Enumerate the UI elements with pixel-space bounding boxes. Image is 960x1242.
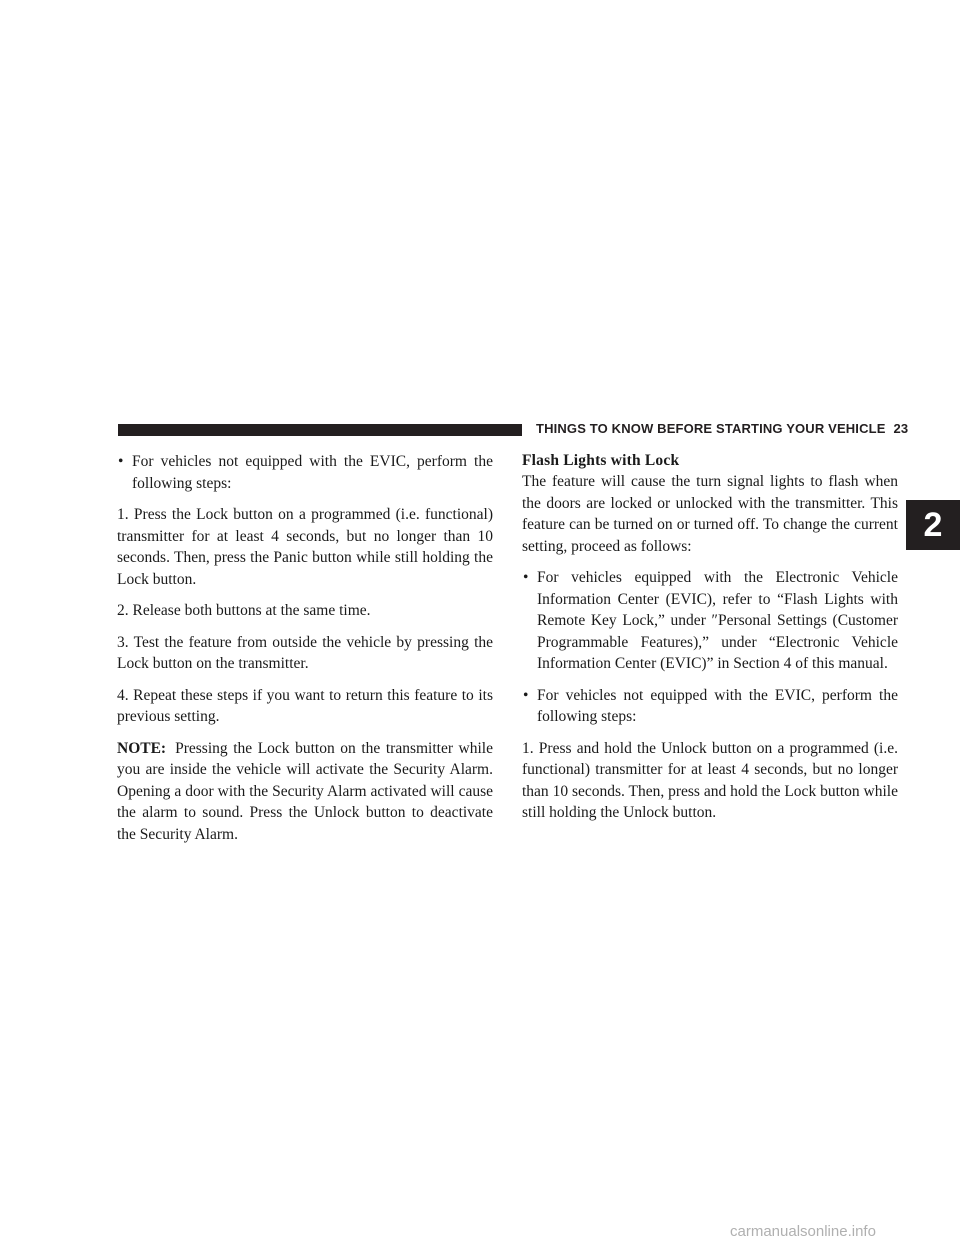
running-header xyxy=(536,421,908,436)
section-heading: Flash Lights with Lock xyxy=(522,452,680,469)
intro-paragraph: The feature will cause the turn signal lights to flash when the doors are locked or unlocked with the transmitter. This feature can be turned on or turned off. To change the current setting, proceed as follows: xyxy=(522,473,898,555)
note-text: Pressing the Lock button on the transmitter while you are inside the vehicle will activate the Security Alarm. Opening a door with the Security Alarm activated will cause the alarm to sound. Press the Unlock button to deactivate the Security Alarm. xyxy=(117,739,493,843)
header-title: THINGS TO KNOW BEFORE STARTING YOUR VEHICLE xyxy=(536,421,886,436)
header-rule xyxy=(118,424,522,436)
step-paragraph: 2. Release both buttons at the same time. xyxy=(117,602,371,619)
step-paragraph: 1. Press and hold the Unlock button on a programmed (i.e. functional) transmitter for at least 4 seconds, but no longer than 10 seconds. Then, press and hold the Lock button while still holding the Unlock button. xyxy=(522,739,898,821)
note-paragraph xyxy=(117,738,493,846)
note-label: NOTE: xyxy=(117,739,167,757)
list-item: • For vehicles equipped with the Electronic Vehicle Information Center (EVIC), refer to “Flash Lights with Remote Key Lock,” under ″Personal Settings (Customer Programmable Features),” under “Electronic Vehicle Information Center (EVIC)” in Section 4 of this manual. xyxy=(522,567,898,675)
bullet-icon: • xyxy=(523,686,529,704)
bullet-icon: • xyxy=(523,569,529,586)
list-item: • For vehicles not equipped with the EVIC, perform the following steps: xyxy=(117,451,493,494)
left-column xyxy=(117,451,493,855)
page-number: 23 xyxy=(893,421,909,436)
watermark: carmanualsonline.info xyxy=(730,1223,876,1240)
bullet-icon: • xyxy=(118,453,124,470)
step-paragraph: 3. Test the feature from outside the vehicle by pressing the Lock button on the transmitter. xyxy=(117,633,493,672)
step-paragraph: 4. Repeat these steps if you want to return this feature to its previous setting. xyxy=(117,686,493,725)
chapter-tab: 2 xyxy=(906,500,960,550)
list-item: • For vehicles not equipped with the EVIC, perform the following steps: xyxy=(522,685,898,728)
step-paragraph: 1. Press the Lock button on a programmed (i.e. functional) transmitter for at least 4 seconds, but no longer than 10 seconds. Then, press the Panic button while still holding the Lock button. xyxy=(117,506,493,588)
right-column xyxy=(522,451,898,834)
